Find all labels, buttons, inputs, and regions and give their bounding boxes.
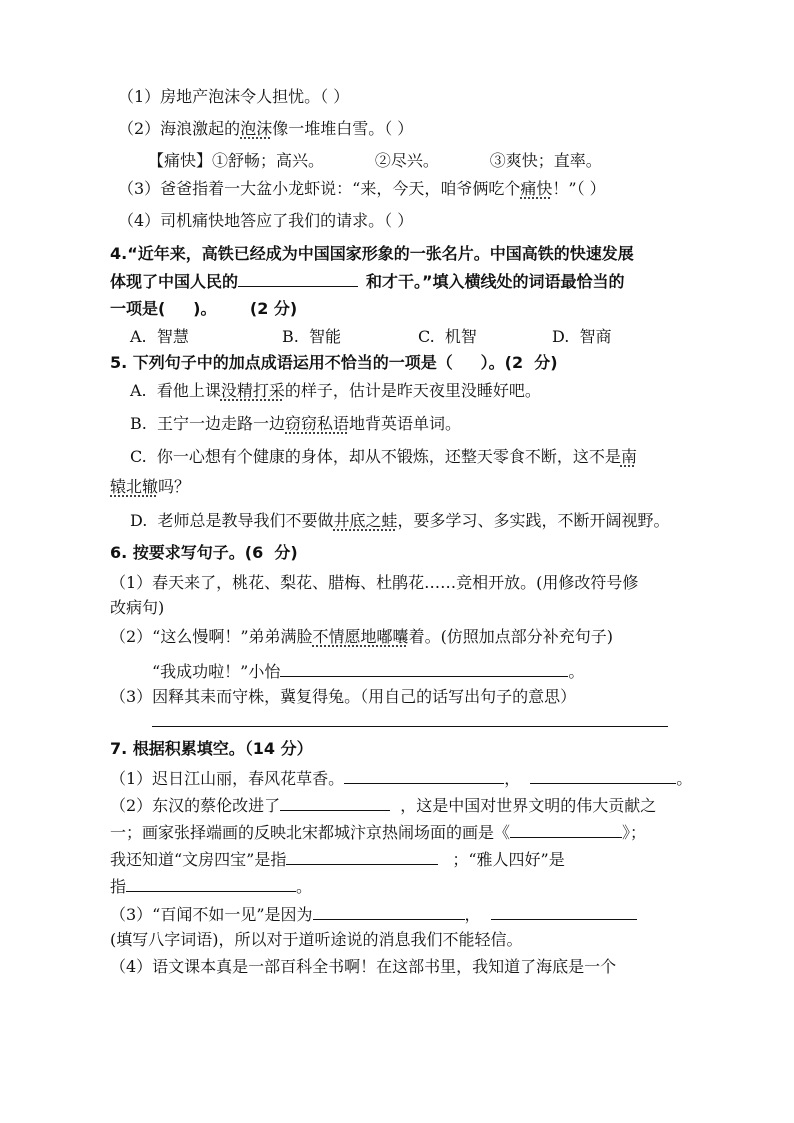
q6-sentence-1-line-1: （1）春天来了，桃花、梨花、腊梅、杜鹃花……竞相开放。(用修改符号修 <box>110 573 639 592</box>
q7-part-4: （4）语文课本真是一部百科全书啊！在这部书里，我知道了海底是一个 <box>110 957 617 976</box>
q6-sentence-1-line-2: 改病句) <box>110 598 165 617</box>
dotted-word: 泡沫 <box>240 119 273 138</box>
q7-blank[interactable] <box>491 903 637 920</box>
q5-option-a[interactable]: A. 看他上课没精打采的样子，估计是昨天夜里没睡好吧。 <box>130 381 541 400</box>
dotted-idiom: 南 <box>620 447 637 466</box>
dotted-phrase: 不情愿地嘟囔 <box>312 627 409 646</box>
q4-line-3: 一项是( )。 (2 分) <box>110 299 298 318</box>
q6-sentence-2: （2）“这么慢啊！”弟弟满脸不情愿地嘟囔着。(仿照加点部分补充句子) <box>110 627 614 646</box>
q4-option-d[interactable]: D. 智商 <box>552 327 612 346</box>
q7-blank[interactable] <box>530 767 676 784</box>
q7-part-2-line-2: 一；画家张择端画的反映北宋都城汴京热闹场面的画是《 》； <box>110 823 647 842</box>
item-4: （4）司机痛快地答应了我们的请求。（ ） <box>118 211 414 230</box>
dotted-idiom: 辕北辙 <box>110 477 159 496</box>
item-1: （1）房地产泡沫令人担忧。（ ） <box>118 87 350 106</box>
q6-fill-blank[interactable] <box>280 660 568 677</box>
q5-option-c-line-2: 辕北辙吗？ <box>110 477 191 496</box>
q7-blank[interactable] <box>126 875 296 892</box>
q7-part-3-line-1: （3）“百闻不如一见”是因为 ， <box>110 903 637 926</box>
q7-blank[interactable] <box>510 821 622 838</box>
q4-option-a[interactable]: A. 智慧 <box>130 327 189 346</box>
q6-sentence-3: （3）因释其耒而守株，冀复得兔。（用自己的话写出句子的意思） <box>110 687 577 706</box>
dotted-idiom: 没精打采 <box>220 381 285 400</box>
item-2: （2）海浪激起的泡沫像一堆堆白雪。（ ） <box>118 119 414 138</box>
q6-sentence-2-fill: “我成功啦！”小怡 。 <box>152 662 585 681</box>
q7-blank[interactable] <box>313 903 465 920</box>
q7-part-1: （1）迟日江山丽，春风花草香。 ， 。 <box>110 769 693 788</box>
q7-blank[interactable] <box>344 767 504 784</box>
q7-part-2-line-4: 指 。 <box>110 877 313 896</box>
q7-part-2-line-1: （2）东汉的蔡伦改进了 ，这是中国对世界文明的伟大贡献之 <box>110 796 657 815</box>
q6-answer-line[interactable] <box>152 726 668 727</box>
dotted-word: 痛快 <box>520 179 553 198</box>
q4-line-2: 体现了中国人民的 和才干。”填入横线处的词语最恰当的 <box>110 272 625 291</box>
q5-title: 5. 下列句子中的加点成语运用不恰当的一项是（ ）。(2 分) <box>110 353 558 372</box>
q4-option-c[interactable]: C. 机智 <box>418 327 477 346</box>
q5-option-b[interactable]: B. 王宁一边走路一边窃窃私语地背英语单词。 <box>130 414 462 433</box>
definition-tongkuai: 【痛快】①舒畅；高兴。 ②尽兴。 ③爽快；直率。 <box>148 151 602 170</box>
q7-part-2-line-3: 我还知道“文房四宝”是指 ；“雅人四好”是 <box>110 850 565 869</box>
q7-blank[interactable] <box>280 794 390 811</box>
q7-title: 7. 根据积累填空。（14 分） <box>110 739 313 758</box>
q5-option-c-line-1[interactable]: C. 你一心想有个健康的身体，却从不锻炼，还整天零食不断，这不是南 <box>130 447 637 466</box>
dotted-idiom: 窃窃私语 <box>285 414 350 433</box>
q7-part-3-line-2: (填写八字词语)，所以对于道听途说的消息我们不能轻信。 <box>110 930 523 949</box>
q6-title: 6. 按要求写句子。(6 分) <box>110 543 298 562</box>
q4-line-1: 4.“近年来，高铁已经成为中国国家形象的一张名片。中国高铁的快速发展 <box>110 244 634 263</box>
dotted-idiom: 井底之蛙 <box>333 511 398 530</box>
q4-option-b[interactable]: B. 智能 <box>282 327 342 346</box>
q7-blank[interactable] <box>286 848 438 865</box>
q4-blank[interactable] <box>238 270 358 287</box>
item-3: （3）爸爸指着一大盆小龙虾说：“来，今天，咱爷俩吃个痛快！”（ ） <box>118 179 606 198</box>
q5-option-d[interactable]: D. 老师总是教导我们不要做井底之蛙，要多学习、多实践，不断开阔视野。 <box>130 511 670 530</box>
